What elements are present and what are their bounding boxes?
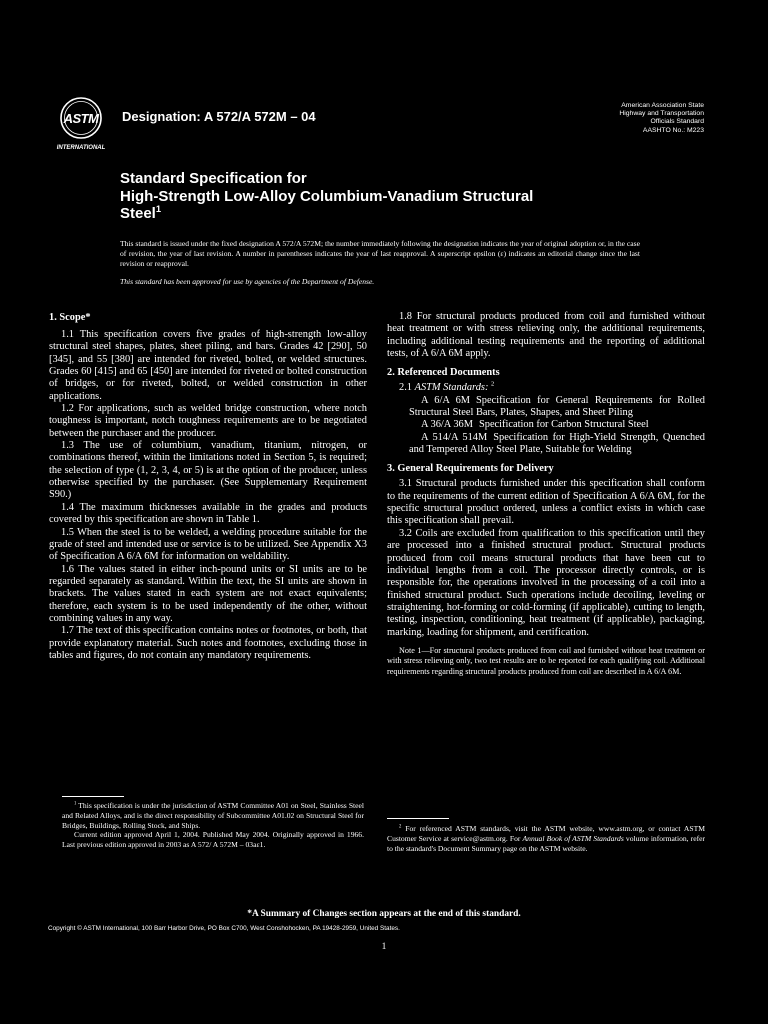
- title-line-2: High-Strength Low-Alloy Columbium-Vanadium Structural: [120, 188, 534, 205]
- summary-of-changes-note: *A Summary of Changes section appears at the end of this standard.: [247, 909, 521, 919]
- paragraph-1-4: 1.4 The maximum thicknesses available in the grades and products covered by this specification are shown in Table 1.: [49, 501, 367, 526]
- section-heading-general-requirements: 3. General Requirements for Delivery: [387, 463, 554, 475]
- right-column: [387, 311, 705, 677]
- paragraph-1-8: 1.8 For structural products produced from coil and furnished without heat treatment or with stress relieving only, the additional requirements, including additional testing requirements and the reporting of additional tests, of A 6/A 6M apply.: [387, 311, 705, 360]
- aashto-block: [619, 102, 704, 135]
- aashto-line: AASHTO No.: M223: [642, 126, 704, 134]
- paragraph-1-1: 1.1 This specification covers five grades of high-strength low-alloy structural steel shapes, plates, sheet piling, and bars. Grades 42 [290], 50 [345], and 55 [380] are intended for riveted, bolted, or welded structures. Grades 60 [415] and 65 [450] are intended for riveted or bolted construction of bridges, or for riveted, bolted, or welded construction in other applications.: [49, 329, 367, 402]
- issue-note: This standard is issued under the fixed designation A 572/A 572M; the number immediately following the designation indicates the year of original adoption or, in the case of revision, the year of last revision. A number in parentheses indicates the year of last reapproval. A superscript epsilon (ε) indicates an editorial change since the last revision or reapproval.: [120, 239, 640, 268]
- title-line-1: Standard Specification for: [120, 170, 307, 187]
- paragraph-1-6: 1.6 The values stated in either inch-pound units or SI units are to be regarded separately as standard. Within the text, the SI units are shown in brackets. The values stated in each system are not exact equivalents; therefore, each system is to be used independently of the other, without combining values in any way.: [49, 563, 367, 624]
- paragraph-3-1: 3.1 Structural products furnished under this specification shall conform to the requirements of the current edition of Specification A 6/A 6M, for the specific structural product ordered, unless a conflict exists in which case this specification shall prevail.: [387, 478, 705, 527]
- footnote-1-edition: Current edition approved April 1, 2004. Published May 2004. Originally approved in 1966. Last previous edition approved in 2003 as A 572/ A 572M – 03aε1.: [62, 830, 364, 850]
- title-line-3: [120, 205, 660, 222]
- paragraph-1-3: 1.3 The use of columbium, vanadium, titanium, nitrogen, or combinations thereof, within the limitations noted in Section 5, is required; the selection of type (1, 2, 3, 4, or 5) is at the option of the producer, unless otherwise specified by the purchaser. (See Supplementary Requirement S90.): [49, 440, 367, 501]
- footnote-rule: [62, 796, 124, 797]
- page-number: 1: [381, 942, 387, 952]
- left-column: [49, 311, 367, 662]
- title-line-3-text: Steel: [120, 205, 156, 222]
- aashto-line: Officials Standard: [650, 118, 704, 126]
- paragraph-1-7: 1.7 The text of this specification contains notes or footnotes, or both, that provide explanatory material. Such notes and footnotes, excluding those in tables and figures, do not contain any mandatory requirements.: [49, 625, 367, 661]
- aashto-line: American Association State: [621, 102, 704, 109]
- paragraph-1-5: 1.5 When the steel is to be welded, a welding procedure suitable for the grade of steel and intended use or service is to be utilized. See Appendix X3 of Specification A 6/A 6M for information on weldability.: [49, 526, 367, 563]
- designation: Designation: A 572/A 572M – 04: [122, 109, 316, 124]
- footnote-2: [387, 824, 705, 853]
- defense-note: This standard has been approved for use by agencies of the Department of Defense.: [120, 277, 375, 286]
- reference-item: A 36/A 36M Specification for Carbon Structural Steel: [421, 419, 649, 431]
- section-heading-scope: 1. Scope*: [49, 312, 91, 323]
- copyright-notice: Copyright © ASTM International, 100 Barr Harbor Drive, PO Box C700, West Conshohocken, PA 19428-2959, United States.: [48, 925, 400, 932]
- reference-item: A 514/A 514M Specification for High-Yield Strength, Quenched and Tempered Alloy Steel Plate, Suitable for Welding: [409, 431, 705, 456]
- astm-logo-icon: [48, 94, 114, 152]
- footnote-rule: [387, 818, 449, 819]
- title-footnote-ref: 1: [155, 204, 162, 214]
- paragraph-3-2: 3.2 Coils are excluded from qualification to this specification until they are processed into a finished structural product. Structural products produced from coil means structural products that have been cut to individual lengths from a coil. The processor directly controls, or is responsible for, the operations involved in the processing of a coil into a finished structural product. Such operations include decoiling, leveling or straightening, hot-forming or cold-forming (if applicable), cutting to length, testing, inspection, conditioning, heat treatment (if applicable), packaging, marking, loading for shipment, and certification.: [387, 527, 705, 638]
- document-title: [120, 170, 660, 222]
- footnote-1-text: $^1$ This specification is under the jurisdiction of ASTM Committee A01 on Steel, Stainless Steel and Related Alloys, and is the direct responsibility of Subcommittee A01.02 on Structural Steel for Bridges, Buildings, Rolling Stock, and Ships.: [62, 801, 364, 830]
- aashto-line: Highway and Transportation: [619, 110, 704, 118]
- reference-item: A 6/A 6M Specification for General Requirements for Rolled Structural Steel Bars, Plates, Shapes, and Sheet Piling: [409, 394, 705, 419]
- astm-standards-label: 2.1 ASTM Standards: $^2$: [399, 380, 495, 394]
- logo-subtext: INTERNATIONAL: [56, 145, 106, 151]
- paragraph-1-2: 1.2 For applications, such as welded bridge construction, where notch toughness is important, notch toughness requirements are to be negotiated between the purchaser and the producer.: [49, 403, 367, 439]
- footnote-2-text: $^2$ For referenced ASTM standards, visit the ASTM website, www.astm.org, or contact ASTM Customer Service at service@astm.org. For Annual Book of ASTM Standards volume information, refer to the standard's Document Summary page on the ASTM website.: [387, 824, 706, 853]
- section-heading-referenced-documents: 2. Referenced Documents: [387, 367, 500, 379]
- footnote-1: [62, 801, 364, 850]
- note-1: Note 1—For structural products produced from coil and furnished without heat treatment or with stress relieving only, two test results are to be reported for each qualifying coil. Additional requirements regarding structural products produced from coil are described in A 6/A 6M.: [387, 645, 705, 676]
- logo-text: ASTM: [63, 111, 99, 126]
